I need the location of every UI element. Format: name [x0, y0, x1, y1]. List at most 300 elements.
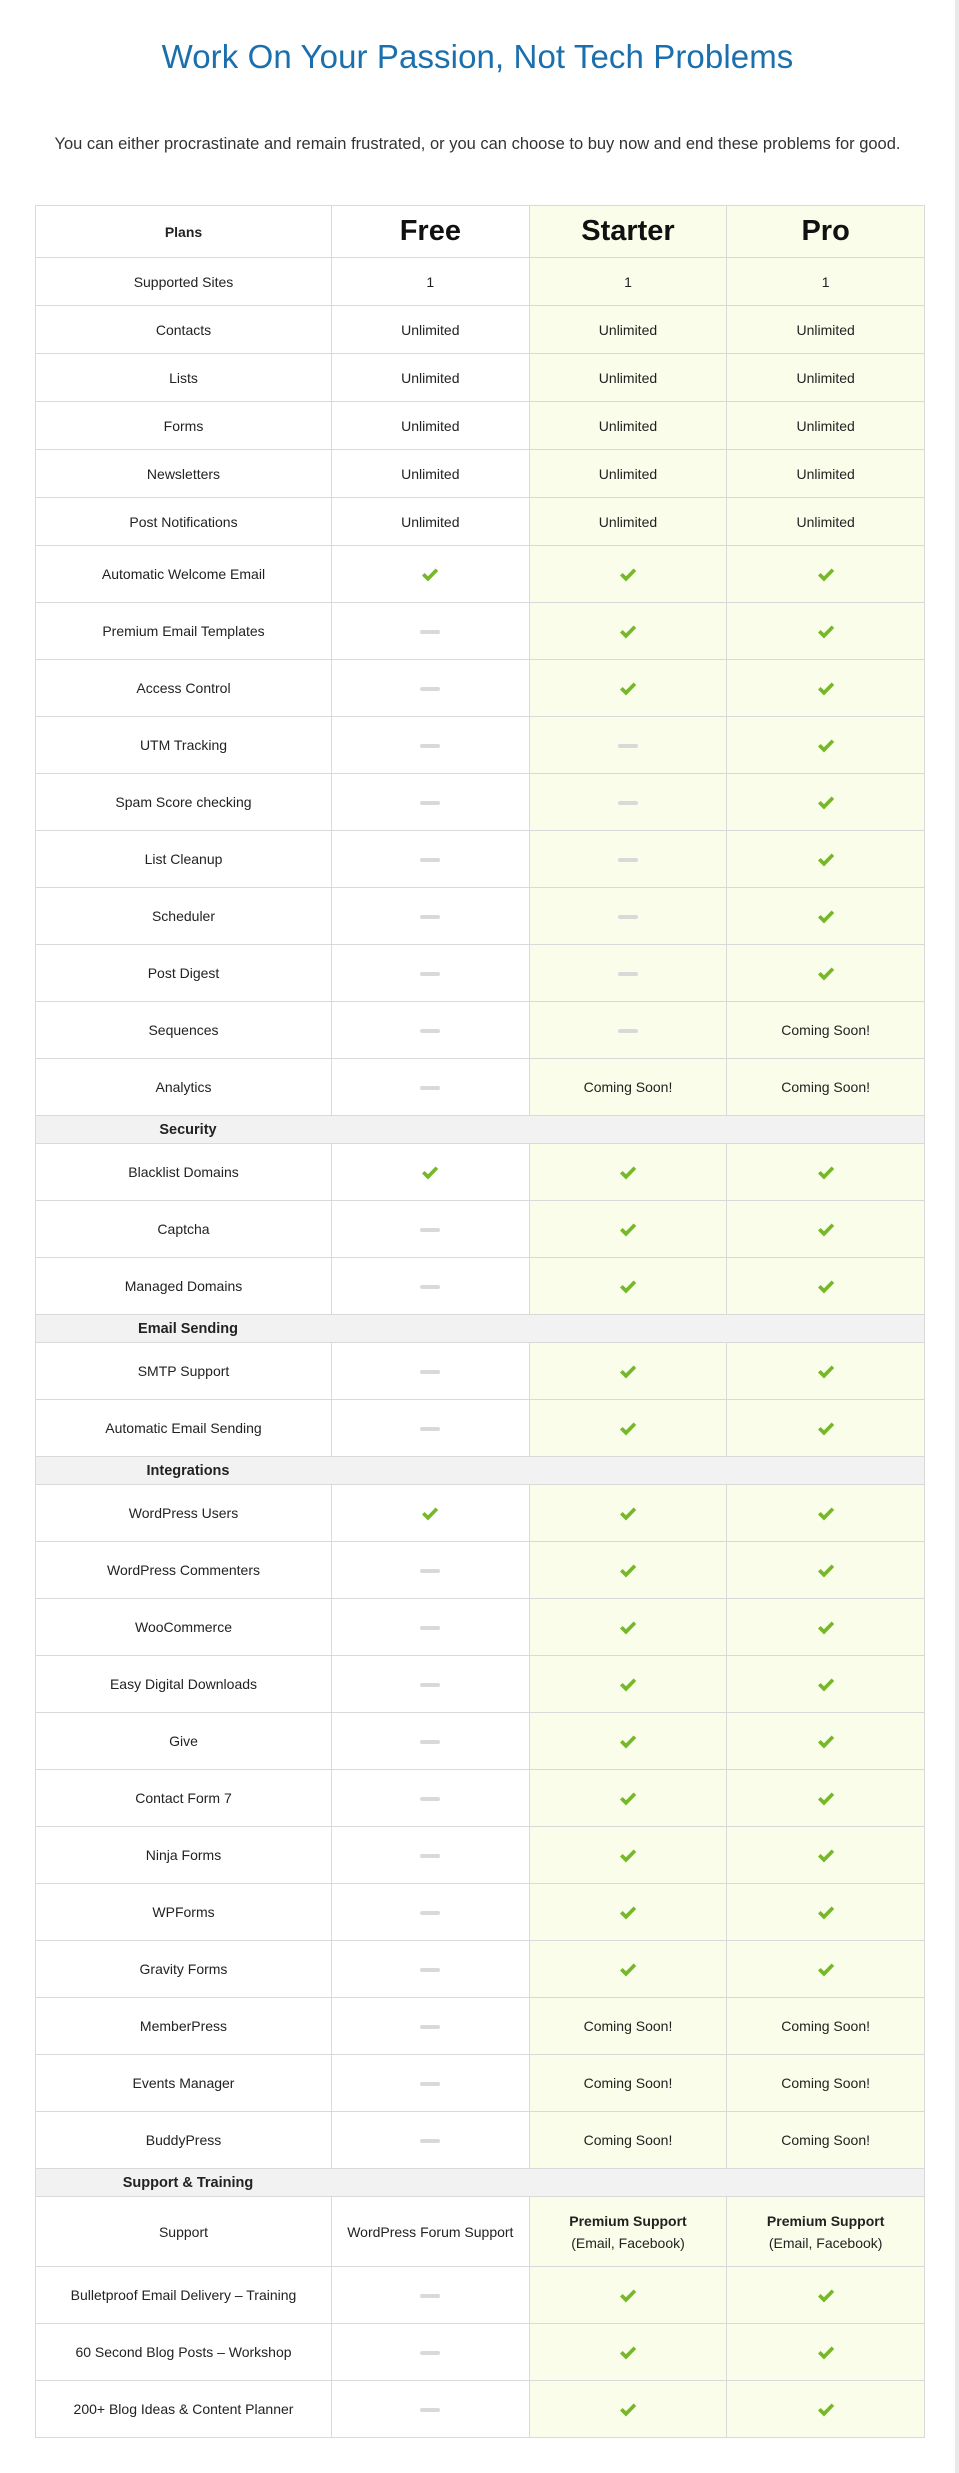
checkmark-icon: [619, 1734, 637, 1750]
support-tier-title: Premium Support: [569, 2212, 687, 2229]
not-included-dash-icon: [420, 2294, 440, 2298]
feature-name: Spam Score checking: [36, 774, 332, 831]
checkmark-icon: [817, 738, 835, 754]
plan-cell-starter: [529, 1827, 727, 1884]
cell-value: Coming Soon!: [781, 2018, 870, 2034]
not-included-dash-icon: [420, 2408, 440, 2412]
checkmark-icon: [619, 624, 637, 640]
plan-cell-pro: [727, 1002, 925, 1059]
feature-name: Access Control: [36, 660, 332, 717]
plan-cell-free: [332, 1201, 530, 1258]
plan-cell-free: [332, 774, 530, 831]
section-header-cell: [36, 1457, 925, 1485]
checkmark-icon: [421, 1165, 439, 1181]
plan-cell-pro: [727, 1059, 925, 1116]
plan-cell-starter: [529, 2267, 727, 2324]
feature-name: Events Manager: [36, 2055, 332, 2112]
checkmark-icon: [817, 1421, 835, 1437]
plan-cell-starter: [529, 1941, 727, 1998]
checkmark-icon: [817, 1364, 835, 1380]
plan-cell-starter: [529, 945, 727, 1002]
table-header-row: [36, 206, 925, 258]
checkmark-icon: [817, 1165, 835, 1181]
plan-cell-starter: [529, 660, 727, 717]
not-included-dash-icon: [420, 2082, 440, 2086]
section-title: Email Sending: [138, 1320, 238, 1337]
plan-cell-pro: [727, 888, 925, 945]
table-row: [36, 546, 925, 603]
feature-name: Post Digest: [36, 945, 332, 1002]
checkmark-icon: [817, 624, 835, 640]
plan-cell-pro: [727, 2324, 925, 2381]
pricing-comparison-table: [35, 205, 925, 2438]
feature-name: Automatic Welcome Email: [36, 546, 332, 603]
not-included-dash-icon: [420, 801, 440, 805]
checkmark-icon: [619, 1563, 637, 1579]
support-tier-channels: (Email, Facebook): [571, 2234, 685, 2251]
plan-cell-pro: [727, 306, 925, 354]
plan-cell-starter: [529, 888, 727, 945]
checkmark-icon: [619, 681, 637, 697]
table-row: [36, 2112, 925, 2169]
plan-cell-starter: [529, 1059, 727, 1116]
plan-cell-pro: [727, 1884, 925, 1941]
plan-cell-starter: [529, 1002, 727, 1059]
plan-cell-starter: [529, 774, 727, 831]
cell-value: 1: [821, 273, 830, 290]
plan-cell-pro: [727, 450, 925, 498]
feature-name: Supported Sites: [36, 258, 332, 306]
cell-value: 1: [426, 273, 435, 290]
section-title: Support & Training: [122, 2174, 254, 2191]
cell-value: Unlimited: [796, 465, 855, 482]
plan-cell-starter: [529, 2381, 727, 2438]
plan-cell-pro: [727, 1599, 925, 1656]
feature-name: Newsletters: [36, 450, 332, 498]
checkmark-icon: [619, 1905, 637, 1921]
plan-cell-free: [332, 1400, 530, 1457]
checkmark-icon: [817, 1563, 835, 1579]
feature-name: MemberPress: [36, 1998, 332, 2055]
feature-name: List Cleanup: [36, 831, 332, 888]
checkmark-icon: [421, 1506, 439, 1522]
table-row: [36, 402, 925, 450]
plan-cell-pro: [727, 2197, 925, 2267]
feature-name: Easy Digital Downloads: [36, 1656, 332, 1713]
cell-value: Coming Soon!: [781, 1079, 870, 1095]
table-row: [36, 1941, 925, 1998]
not-included-dash-icon: [618, 801, 638, 805]
plan-cell-starter: [529, 1656, 727, 1713]
cell-value: Unlimited: [401, 417, 460, 434]
plan-cell-starter: [529, 1201, 727, 1258]
checkmark-icon: [619, 2402, 637, 2418]
plan-cell-starter: [529, 450, 727, 498]
table-row: [36, 1656, 925, 1713]
checkmark-icon: [619, 567, 637, 583]
section-header-row: [36, 1116, 925, 1144]
plan-cell-free: [332, 2112, 530, 2169]
cell-value: Unlimited: [598, 321, 658, 338]
plan-cell-free: [332, 945, 530, 1002]
table-row: [36, 258, 925, 306]
table-row: [36, 1258, 925, 1315]
plan-cell-free: [332, 498, 530, 546]
not-included-dash-icon: [618, 744, 638, 748]
plan-cell-starter: [529, 1998, 727, 2055]
table-row: [36, 2197, 925, 2267]
checkmark-icon: [619, 1506, 637, 1522]
not-included-dash-icon: [420, 915, 440, 919]
plan-cell-pro: [727, 717, 925, 774]
not-included-dash-icon: [618, 858, 638, 862]
table-row: [36, 603, 925, 660]
checkmark-icon: [817, 567, 835, 583]
plan-cell-free: [332, 1144, 530, 1201]
not-included-dash-icon: [420, 1427, 440, 1431]
not-included-dash-icon: [420, 2025, 440, 2029]
not-included-dash-icon: [420, 1968, 440, 1972]
plan-cell-pro: [727, 1485, 925, 1542]
plan-cell-starter: [529, 1884, 727, 1941]
plan-cell-free: [332, 546, 530, 603]
cell-value: Unlimited: [796, 513, 855, 530]
feature-name: Analytics: [36, 1059, 332, 1116]
checkmark-icon: [619, 2288, 637, 2304]
plan-cell-starter: [529, 717, 727, 774]
checkmark-icon: [817, 1905, 835, 1921]
checkmark-icon: [817, 2288, 835, 2304]
feature-name: Contact Form 7: [36, 1770, 332, 1827]
plan-cell-free: [332, 2197, 530, 2267]
plan-cell-pro: [727, 1656, 925, 1713]
cell-value: 1: [624, 273, 632, 290]
plan-cell-free: [332, 888, 530, 945]
cell-value: Coming Soon!: [583, 2018, 673, 2034]
checkmark-icon: [619, 1421, 637, 1437]
table-row: [36, 1485, 925, 1542]
table-row: [36, 774, 925, 831]
feature-name: Gravity Forms: [36, 1941, 332, 1998]
plan-cell-pro: [727, 258, 925, 306]
plan-cell-starter: [529, 1144, 727, 1201]
table-row: [36, 450, 925, 498]
plan-cell-starter: [529, 258, 727, 306]
not-included-dash-icon: [420, 1086, 440, 1090]
plan-cell-starter: [529, 1343, 727, 1400]
feature-name: Forms: [36, 402, 332, 450]
table-row: [36, 306, 925, 354]
plan-cell-starter: [529, 603, 727, 660]
not-included-dash-icon: [420, 1797, 440, 1801]
plan-cell-starter: [529, 1485, 727, 1542]
feature-name: Bulletproof Email Delivery – Training: [36, 2267, 332, 2324]
table-row: [36, 717, 925, 774]
section-header-cell: [36, 1315, 925, 1343]
cell-value: Unlimited: [401, 513, 460, 530]
plan-cell-free: [332, 354, 530, 402]
cell-value: Coming Soon!: [583, 1079, 673, 1095]
plans-label: Plans: [36, 206, 332, 258]
table-row: [36, 2381, 925, 2438]
cell-value: Coming Soon!: [583, 2132, 673, 2148]
cell-value: Unlimited: [401, 465, 460, 482]
plan-cell-pro: [727, 1400, 925, 1457]
checkmark-icon: [619, 1165, 637, 1181]
cell-value: Unlimited: [796, 321, 855, 338]
checkmark-icon: [817, 2345, 835, 2361]
checkmark-icon: [817, 909, 835, 925]
table-row: [36, 2055, 925, 2112]
table-row: [36, 2324, 925, 2381]
plan-name-starter: Starter: [529, 206, 727, 258]
feature-name: WordPress Commenters: [36, 1542, 332, 1599]
cell-value: Unlimited: [796, 369, 855, 386]
plan-cell-free: [332, 450, 530, 498]
plan-cell-pro: [727, 831, 925, 888]
cell-value: WordPress Forum Support: [347, 2223, 514, 2240]
support-tier-title: Premium Support: [766, 2212, 885, 2229]
feature-name: Scheduler: [36, 888, 332, 945]
table-row: [36, 1770, 925, 1827]
plan-cell-starter: [529, 2112, 727, 2169]
cell-value: Coming Soon!: [781, 1022, 870, 1038]
cell-value: Unlimited: [598, 465, 658, 482]
feature-name: Support: [36, 2197, 332, 2267]
plan-cell-starter: [529, 306, 727, 354]
checkmark-icon: [817, 1222, 835, 1238]
plan-cell-free: [332, 1542, 530, 1599]
plan-cell-pro: [727, 945, 925, 1002]
cell-value: Coming Soon!: [781, 2132, 870, 2148]
not-included-dash-icon: [420, 1285, 440, 1289]
section-title: Integrations: [146, 1462, 230, 1479]
plan-cell-free: [332, 1884, 530, 1941]
checkmark-icon: [817, 1506, 835, 1522]
plan-cell-starter: [529, 2197, 727, 2267]
feature-name: SMTP Support: [36, 1343, 332, 1400]
not-included-dash-icon: [420, 744, 440, 748]
not-included-dash-icon: [420, 1626, 440, 1630]
cell-value: Coming Soon!: [583, 2075, 673, 2091]
feature-name: Contacts: [36, 306, 332, 354]
checkmark-icon: [817, 1734, 835, 1750]
table-row: [36, 1002, 925, 1059]
plan-cell-pro: [727, 2055, 925, 2112]
plan-cell-pro: [727, 2267, 925, 2324]
plan-cell-pro: [727, 660, 925, 717]
feature-name: 200+ Blog Ideas & Content Planner: [36, 2381, 332, 2438]
checkmark-icon: [619, 1279, 637, 1295]
checkmark-icon: [817, 1848, 835, 1864]
support-tier-channels: (Email, Facebook): [768, 2234, 883, 2251]
feature-name: Ninja Forms: [36, 1827, 332, 1884]
not-included-dash-icon: [420, 687, 440, 691]
plan-cell-starter: [529, 1713, 727, 1770]
cell-value: Unlimited: [598, 513, 658, 530]
checkmark-icon: [817, 1791, 835, 1807]
cell-value: Unlimited: [598, 417, 658, 434]
plan-cell-free: [332, 831, 530, 888]
plan-cell-free: [332, 306, 530, 354]
feature-name: UTM Tracking: [36, 717, 332, 774]
plan-cell-free: [332, 1998, 530, 2055]
plan-cell-pro: [727, 1144, 925, 1201]
table-row: [36, 1827, 925, 1884]
plan-cell-pro: [727, 2381, 925, 2438]
not-included-dash-icon: [420, 630, 440, 634]
plan-name-free: Free: [332, 206, 530, 258]
not-included-dash-icon: [420, 2139, 440, 2143]
not-included-dash-icon: [420, 1569, 440, 1573]
not-included-dash-icon: [618, 1029, 638, 1033]
feature-name: Premium Email Templates: [36, 603, 332, 660]
not-included-dash-icon: [420, 1854, 440, 1858]
feature-name: WPForms: [36, 1884, 332, 1941]
plan-cell-free: [332, 660, 530, 717]
plan-cell-free: [332, 2381, 530, 2438]
plan-cell-free: [332, 402, 530, 450]
plan-cell-starter: [529, 2324, 727, 2381]
checkmark-icon: [619, 1848, 637, 1864]
plan-cell-pro: [727, 1343, 925, 1400]
not-included-dash-icon: [420, 1029, 440, 1033]
not-included-dash-icon: [618, 972, 638, 976]
plan-cell-free: [332, 1941, 530, 1998]
checkmark-icon: [817, 1962, 835, 1978]
feature-name: Automatic Email Sending: [36, 1400, 332, 1457]
feature-name: WooCommerce: [36, 1599, 332, 1656]
table-row: [36, 888, 925, 945]
checkmark-icon: [817, 2402, 835, 2418]
checkmark-icon: [817, 681, 835, 697]
plan-cell-free: [332, 603, 530, 660]
table-row: [36, 945, 925, 1002]
plan-cell-pro: [727, 402, 925, 450]
table-row: [36, 1713, 925, 1770]
section-header-row: [36, 1457, 925, 1485]
cell-value: Unlimited: [401, 321, 460, 338]
not-included-dash-icon: [420, 1228, 440, 1232]
cell-value: Unlimited: [598, 369, 658, 386]
feature-name: 60 Second Blog Posts – Workshop: [36, 2324, 332, 2381]
plan-cell-starter: [529, 831, 727, 888]
table-row: [36, 660, 925, 717]
table-row: [36, 498, 925, 546]
not-included-dash-icon: [420, 972, 440, 976]
plan-cell-starter: [529, 354, 727, 402]
not-included-dash-icon: [420, 1370, 440, 1374]
table-row: [36, 1599, 925, 1656]
checkmark-icon: [619, 1222, 637, 1238]
plan-cell-starter: [529, 2055, 727, 2112]
plan-cell-pro: [727, 546, 925, 603]
plan-cell-free: [332, 1485, 530, 1542]
not-included-dash-icon: [420, 1683, 440, 1687]
checkmark-icon: [619, 1791, 637, 1807]
checkmark-icon: [817, 1620, 835, 1636]
not-included-dash-icon: [420, 2351, 440, 2355]
plan-cell-pro: [727, 1770, 925, 1827]
table-row: [36, 2267, 925, 2324]
plan-cell-starter: [529, 1400, 727, 1457]
table-row: [36, 831, 925, 888]
plan-cell-free: [332, 2324, 530, 2381]
checkmark-icon: [619, 1677, 637, 1693]
feature-name: Lists: [36, 354, 332, 402]
plan-cell-free: [332, 1059, 530, 1116]
cell-value: Unlimited: [401, 369, 460, 386]
plan-cell-free: [332, 1656, 530, 1713]
plan-cell-free: [332, 1599, 530, 1656]
not-included-dash-icon: [420, 1911, 440, 1915]
plan-cell-starter: [529, 546, 727, 603]
plan-cell-starter: [529, 1770, 727, 1827]
plan-cell-free: [332, 1827, 530, 1884]
table-row: [36, 1201, 925, 1258]
feature-name: Captcha: [36, 1201, 332, 1258]
plan-cell-pro: [727, 2112, 925, 2169]
plan-cell-pro: [727, 774, 925, 831]
table-row: [36, 1059, 925, 1116]
table-row: [36, 1542, 925, 1599]
plan-cell-pro: [727, 1201, 925, 1258]
plan-cell-pro: [727, 1542, 925, 1599]
feature-name: Sequences: [36, 1002, 332, 1059]
table-row: [36, 1343, 925, 1400]
plan-name-pro: Pro: [727, 206, 925, 258]
table-row: [36, 1400, 925, 1457]
table-row: [36, 1144, 925, 1201]
cell-value: Unlimited: [796, 417, 855, 434]
plan-cell-pro: [727, 1713, 925, 1770]
page-subtitle: You can either procrastinate and remain frustrated, or you can choose to buy now and end these problems for good.: [54, 135, 901, 153]
section-header-row: [36, 2169, 925, 2197]
table-body: [36, 258, 925, 2438]
not-included-dash-icon: [618, 915, 638, 919]
table-row: [36, 1998, 925, 2055]
checkmark-icon: [817, 795, 835, 811]
feature-name: Managed Domains: [36, 1258, 332, 1315]
plan-cell-free: [332, 258, 530, 306]
feature-name: WordPress Users: [36, 1485, 332, 1542]
table-row: [36, 354, 925, 402]
plan-cell-pro: [727, 354, 925, 402]
plan-cell-starter: [529, 1542, 727, 1599]
checkmark-icon: [421, 567, 439, 583]
plan-cell-free: [332, 1258, 530, 1315]
checkmark-icon: [817, 966, 835, 982]
plan-cell-pro: [727, 1998, 925, 2055]
section-title: Security: [159, 1121, 217, 1138]
plan-cell-free: [332, 2055, 530, 2112]
plan-cell-pro: [727, 1941, 925, 1998]
plan-cell-starter: [529, 402, 727, 450]
feature-name: Give: [36, 1713, 332, 1770]
not-included-dash-icon: [420, 858, 440, 862]
feature-name: Blacklist Domains: [36, 1144, 332, 1201]
table-row: [36, 1884, 925, 1941]
feature-name: Post Notifications: [36, 498, 332, 546]
plan-cell-pro: [727, 1827, 925, 1884]
plan-cell-free: [332, 1002, 530, 1059]
checkmark-icon: [817, 1279, 835, 1295]
plan-cell-free: [332, 1713, 530, 1770]
plan-cell-pro: [727, 498, 925, 546]
not-included-dash-icon: [420, 1740, 440, 1744]
checkmark-icon: [619, 1620, 637, 1636]
section-header-row: [36, 1315, 925, 1343]
